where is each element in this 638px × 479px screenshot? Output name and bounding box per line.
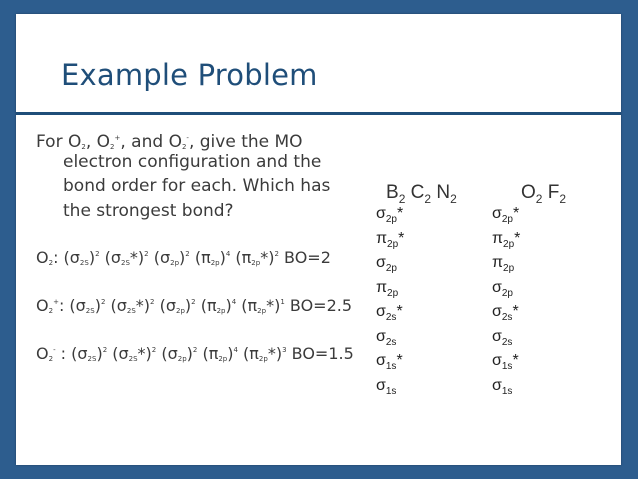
mo-sub: 1s — [501, 361, 513, 372]
occupancy: 2 — [151, 346, 157, 354]
orbital-sub: 2p — [258, 355, 268, 363]
config-text: *) — [135, 296, 151, 315]
mo-level — [376, 230, 404, 250]
species-sub: 2 — [48, 307, 54, 315]
mo-level — [492, 303, 519, 323]
q-text: , give the MO — [188, 132, 303, 152]
molecule-sub: 2 — [559, 192, 567, 206]
occupancy: 3 — [282, 346, 287, 354]
molecule-sub: 2 — [398, 192, 406, 206]
mo-symbol: σ — [376, 205, 386, 222]
config-text: *) — [266, 296, 281, 315]
orbital-sub: 2S — [128, 355, 138, 363]
orbital-sub: 2p — [170, 259, 180, 267]
config-text: (π — [195, 296, 217, 315]
config-text: (σ — [156, 344, 178, 363]
occupancy: 2 — [150, 298, 155, 306]
bond-order: BO=1.5 — [286, 344, 354, 363]
molecule-sub: 2 — [424, 192, 432, 206]
config-text: ) — [225, 296, 232, 315]
mo-symbol: σ — [492, 327, 502, 345]
mo-sub: 2p — [503, 263, 515, 274]
occupancy: 4 — [233, 346, 238, 354]
config-text: ) — [184, 296, 192, 315]
occupancy: 2 — [185, 250, 190, 258]
species-sub: 2 — [48, 259, 54, 267]
mo-header-right — [521, 182, 566, 206]
occupancy: 4 — [231, 298, 237, 306]
mo-level — [376, 303, 403, 323]
q-text: For O — [36, 132, 82, 152]
mo-star: * — [512, 303, 519, 320]
species-charge: + — [53, 298, 59, 306]
q-sub: 2 — [110, 143, 115, 151]
mo-level — [492, 328, 512, 348]
species-sub: 2 — [48, 355, 54, 363]
molecule-sub: 2 — [535, 192, 543, 206]
mo-sub: 2p — [503, 238, 515, 250]
orbital-sub: 2p — [177, 355, 187, 363]
occupancy: 1 — [280, 298, 285, 306]
mo-symbol: σ — [376, 327, 386, 345]
mo-symbol: σ — [376, 303, 386, 320]
mo-star: * — [512, 352, 519, 369]
config-text: ) — [94, 296, 101, 315]
species: O — [36, 248, 49, 267]
mo-symbol: σ — [492, 205, 502, 222]
mo-symbol: σ — [376, 352, 386, 369]
mo-symbol: σ — [376, 376, 386, 394]
q-text: , O — [85, 132, 111, 152]
molecule-label: F — [547, 182, 560, 203]
config-text: (π — [237, 344, 259, 363]
mo-star: * — [397, 205, 404, 222]
mo-header-left — [386, 182, 457, 206]
mo-sub: 2p — [385, 263, 397, 274]
mo-sub: 2p — [387, 287, 399, 299]
config-text: : (σ — [58, 296, 86, 315]
mo-level — [376, 377, 396, 397]
mo-symbol: σ — [376, 254, 386, 271]
config-text: : (σ — [55, 344, 88, 363]
mo-level — [492, 377, 512, 397]
config-text: (σ — [107, 344, 129, 363]
occupancy: 2 — [274, 250, 279, 258]
config-text: (π — [197, 344, 219, 363]
occupancy: 2 — [100, 298, 106, 306]
mo-level — [376, 205, 403, 225]
title-divider — [16, 112, 621, 115]
mo-star: * — [514, 229, 521, 247]
mo-sub: 2p — [387, 238, 399, 250]
question-line-3: bond order for each. Which has — [63, 176, 331, 196]
occupancy: 2 — [144, 250, 149, 258]
mo-symbol: π — [376, 278, 388, 296]
config-o2 — [36, 242, 331, 275]
mo-sub: 2s — [501, 336, 513, 348]
mo-sub: 2p — [501, 287, 513, 299]
config-o2-minus — [36, 338, 354, 371]
mo-sub: 2p — [501, 214, 513, 225]
occupancy: 4 — [225, 250, 231, 258]
orbital-sub: 2p — [251, 259, 261, 267]
orbital-sub: 2S — [126, 307, 136, 315]
mo-sub: 1s — [501, 385, 513, 397]
mo-level — [492, 254, 514, 274]
config-text: *) — [137, 344, 152, 363]
orbital-sub: 2S — [85, 307, 95, 315]
config-text: (σ — [99, 248, 122, 267]
mo-sub: 2s — [385, 336, 397, 348]
config-text: ) — [219, 248, 226, 267]
mo-star: * — [513, 205, 520, 222]
mo-level — [492, 205, 519, 225]
q-text: , and O — [120, 132, 182, 152]
q-sub: 2 — [81, 143, 86, 151]
config-text: ) — [88, 248, 96, 267]
mo-level — [376, 254, 397, 274]
occupancy: 2 — [192, 346, 198, 354]
config-text: (π — [189, 248, 211, 267]
q-sup: - — [186, 134, 189, 142]
molecule-sub: 2 — [450, 192, 457, 206]
config-text: *) — [129, 248, 145, 267]
occupancy: 2 — [102, 346, 108, 354]
config-text: (σ — [154, 296, 176, 315]
orbital-sub: 2p — [216, 307, 226, 315]
q-sup: + — [114, 134, 121, 142]
mo-symbol: π — [376, 229, 388, 247]
q-sub: 2 — [181, 143, 187, 151]
mo-level — [376, 328, 396, 348]
config-text: (π — [236, 296, 258, 315]
config-text: (σ — [105, 296, 127, 315]
mo-symbol: π — [492, 254, 504, 271]
config-text: *) — [267, 344, 283, 363]
molecule-label: N — [436, 182, 451, 203]
orbital-sub: 2p — [175, 307, 185, 315]
orbital-sub: 2S — [79, 259, 89, 267]
mo-star: * — [398, 229, 405, 247]
config-text: ) — [179, 248, 186, 267]
slide-title: Example Problem — [61, 58, 318, 92]
mo-level — [376, 279, 398, 299]
mo-star: * — [396, 303, 403, 320]
mo-level — [492, 352, 519, 372]
orbital-sub: 2S — [121, 259, 130, 267]
mo-symbol: σ — [492, 278, 502, 296]
question-line-4: the strongest bond? — [63, 201, 234, 221]
config-text: ) — [96, 344, 103, 363]
mo-sub: 1s — [385, 385, 397, 397]
mo-star: * — [396, 352, 403, 369]
config-text: ) — [227, 344, 234, 363]
mo-symbol: σ — [492, 352, 502, 369]
orbital-sub: 2p — [257, 307, 267, 315]
mo-level — [492, 279, 513, 299]
species: O — [36, 296, 49, 315]
mo-level — [492, 230, 520, 250]
mo-sub: 2s — [385, 312, 397, 323]
molecule-label: C — [410, 182, 425, 203]
config-text: (π — [230, 248, 252, 267]
orbital-sub: 2p — [218, 355, 228, 363]
occupancy: 2 — [191, 298, 196, 306]
mo-symbol: σ — [492, 376, 502, 394]
species: O — [36, 344, 49, 363]
mo-level — [376, 352, 403, 372]
mo-sub: 2p — [385, 214, 397, 225]
bond-order: BO=2 — [278, 248, 331, 267]
mo-sub: 1s — [385, 361, 397, 372]
molecule-label: O — [521, 182, 536, 203]
mo-sub: 2s — [501, 312, 513, 323]
config-text: ) — [186, 344, 193, 363]
config-text: *) — [260, 248, 275, 267]
config-o2-plus — [36, 290, 352, 323]
config-text: (σ — [148, 248, 171, 267]
config-text: : (σ — [53, 248, 80, 267]
occupancy: 2 — [95, 250, 100, 258]
mo-symbol: π — [492, 229, 504, 247]
orbital-sub: 2p — [210, 259, 220, 267]
question-line-2: electron configuration and the — [63, 152, 322, 172]
slide — [16, 14, 621, 465]
molecule-label: B — [386, 182, 399, 203]
bond-order: BO=2.5 — [284, 296, 353, 315]
mo-symbol: σ — [492, 303, 502, 320]
orbital-sub: 2S — [87, 355, 97, 363]
species-charge: - — [53, 346, 56, 354]
